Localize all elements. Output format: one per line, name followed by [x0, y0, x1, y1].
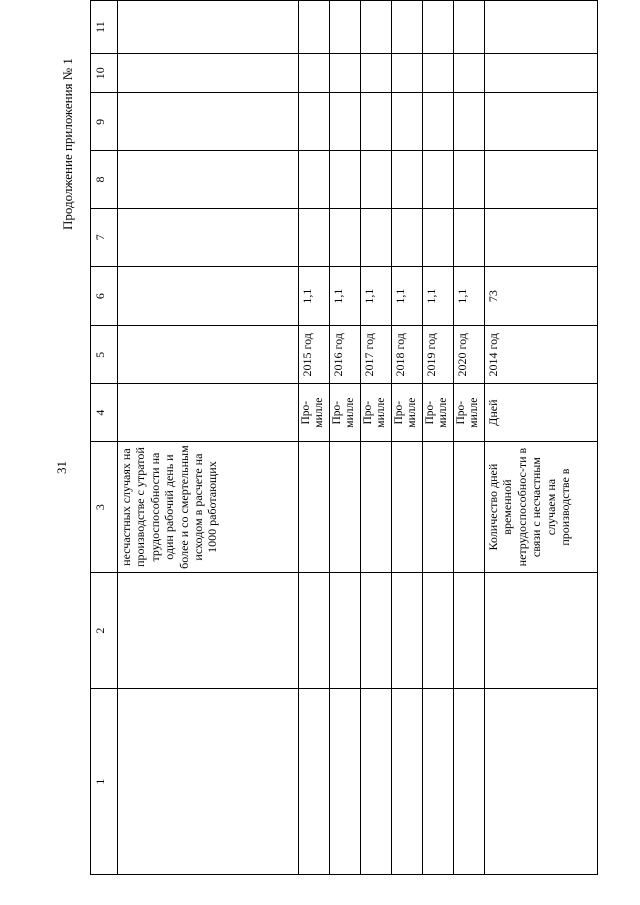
- header-cell: 9: [91, 93, 118, 151]
- table-row: [330, 1, 361, 875]
- cell-empty: [361, 689, 392, 875]
- cell-empty: [118, 689, 299, 875]
- year-cell: 2015 год: [299, 326, 330, 384]
- value-cell: 73: [485, 266, 598, 326]
- cell-empty: [330, 151, 361, 208]
- cell-empty: [423, 208, 454, 266]
- cell-empty: [118, 54, 299, 93]
- cell-empty: [118, 151, 299, 208]
- cell-empty: [330, 572, 361, 688]
- cell-empty: [454, 442, 485, 573]
- header-cell: 4: [91, 384, 118, 442]
- cell-empty: [361, 54, 392, 93]
- unit-cell: Про-милле: [423, 384, 454, 442]
- cell-empty: [299, 1, 330, 54]
- cell-empty: [299, 93, 330, 151]
- cell-empty: [361, 442, 392, 573]
- cell-empty: [361, 208, 392, 266]
- header-cell: 7: [91, 208, 118, 266]
- value-cell: 1,1: [392, 266, 423, 326]
- cell-empty: [392, 208, 423, 266]
- value-cell: 1,1: [299, 266, 330, 326]
- cell-empty: [330, 689, 361, 875]
- year-cell: 2019 год: [423, 326, 454, 384]
- cell-empty: [330, 1, 361, 54]
- indicators-table: [90, 0, 598, 875]
- cell-empty: [423, 93, 454, 151]
- table-row: [392, 1, 423, 875]
- cell-empty: [299, 54, 330, 93]
- cell-empty: [423, 1, 454, 54]
- cell-empty: [118, 572, 299, 688]
- unit-cell: Про-милле: [299, 384, 330, 442]
- cell-empty: [330, 93, 361, 151]
- unit-cell: Про-милле: [330, 384, 361, 442]
- cell-empty: [454, 54, 485, 93]
- cell-empty: [454, 208, 485, 266]
- year-cell: 2014 год: [485, 326, 598, 384]
- header-row: [91, 1, 118, 875]
- header-cell: 8: [91, 151, 118, 208]
- cell-empty: [423, 151, 454, 208]
- header-cell: 5: [91, 326, 118, 384]
- table-row: [485, 1, 598, 875]
- cell-empty: [454, 93, 485, 151]
- year-cell: 2020 год: [454, 326, 485, 384]
- unit-cell: Про-милле: [361, 384, 392, 442]
- table-row: [454, 1, 485, 875]
- cell-empty: [423, 689, 454, 875]
- cell-empty: [392, 572, 423, 688]
- cell-empty: [330, 208, 361, 266]
- cell-empty: [392, 54, 423, 93]
- cell-empty: [423, 442, 454, 573]
- cell-empty: [392, 151, 423, 208]
- cell-empty: [118, 326, 299, 384]
- cell-empty: [361, 93, 392, 151]
- table-row: [299, 1, 330, 875]
- unit-cell: Дней: [485, 384, 598, 442]
- cell-empty: [485, 572, 598, 688]
- cell-empty: [118, 384, 299, 442]
- unit-cell: Про-милле: [454, 384, 485, 442]
- cell-empty: [118, 1, 299, 54]
- cell-empty: [423, 54, 454, 93]
- table-row: [361, 1, 392, 875]
- header-cell: 3: [91, 442, 118, 573]
- cell-empty: [392, 1, 423, 54]
- header-cell: 6: [91, 266, 118, 326]
- cell-empty: [299, 572, 330, 688]
- cell-empty: [361, 151, 392, 208]
- cell-empty: [485, 689, 598, 875]
- value-cell: 1,1: [361, 266, 392, 326]
- table-row: [118, 1, 299, 875]
- cell-empty: [361, 572, 392, 688]
- cell-empty: [299, 689, 330, 875]
- cell-empty: [361, 1, 392, 54]
- unit-cell: Про-милле: [392, 384, 423, 442]
- cell-empty: [392, 93, 423, 151]
- year-cell: 2018 год: [392, 326, 423, 384]
- header-cell: 1: [91, 689, 118, 875]
- cell-empty: [485, 93, 598, 151]
- cell-empty: [454, 572, 485, 688]
- cell-empty: [485, 1, 598, 54]
- cell-empty: [485, 151, 598, 208]
- year-cell: 2016 год: [330, 326, 361, 384]
- table-row: [423, 1, 454, 875]
- cell-empty: [485, 54, 598, 93]
- cell-empty: [392, 442, 423, 573]
- cell-empty: [330, 54, 361, 93]
- year-cell: 2017 год: [361, 326, 392, 384]
- cell-empty: [423, 572, 454, 688]
- page-number: 31: [54, 461, 69, 474]
- cell-empty: [299, 208, 330, 266]
- indicator-cell: Количество дней временной нетрудоспособнос-ти в связи с несчастным случаем на производстве в: [485, 442, 598, 573]
- cell-empty: [485, 208, 598, 266]
- header-cell: 10: [91, 54, 118, 93]
- header-cell: 11: [91, 1, 118, 54]
- value-cell: 1,1: [454, 266, 485, 326]
- continuation-label: Продолжение приложения № 1: [60, 58, 75, 230]
- indicator-cell: несчастных случаях на производстве с утратой трудоспособности на один рабочий день и более и со смертельным исходом в расчете на 1000 работающих: [118, 442, 299, 573]
- cell-empty: [118, 266, 299, 326]
- cell-empty: [299, 151, 330, 208]
- cell-empty: [454, 1, 485, 54]
- cell-empty: [118, 93, 299, 151]
- header-cell: 2: [91, 572, 118, 688]
- cell-empty: [330, 442, 361, 573]
- cell-empty: [118, 208, 299, 266]
- cell-empty: [392, 689, 423, 875]
- cell-empty: [454, 689, 485, 875]
- value-cell: 1,1: [423, 266, 454, 326]
- value-cell: 1,1: [330, 266, 361, 326]
- cell-empty: [454, 151, 485, 208]
- cell-empty: [299, 442, 330, 573]
